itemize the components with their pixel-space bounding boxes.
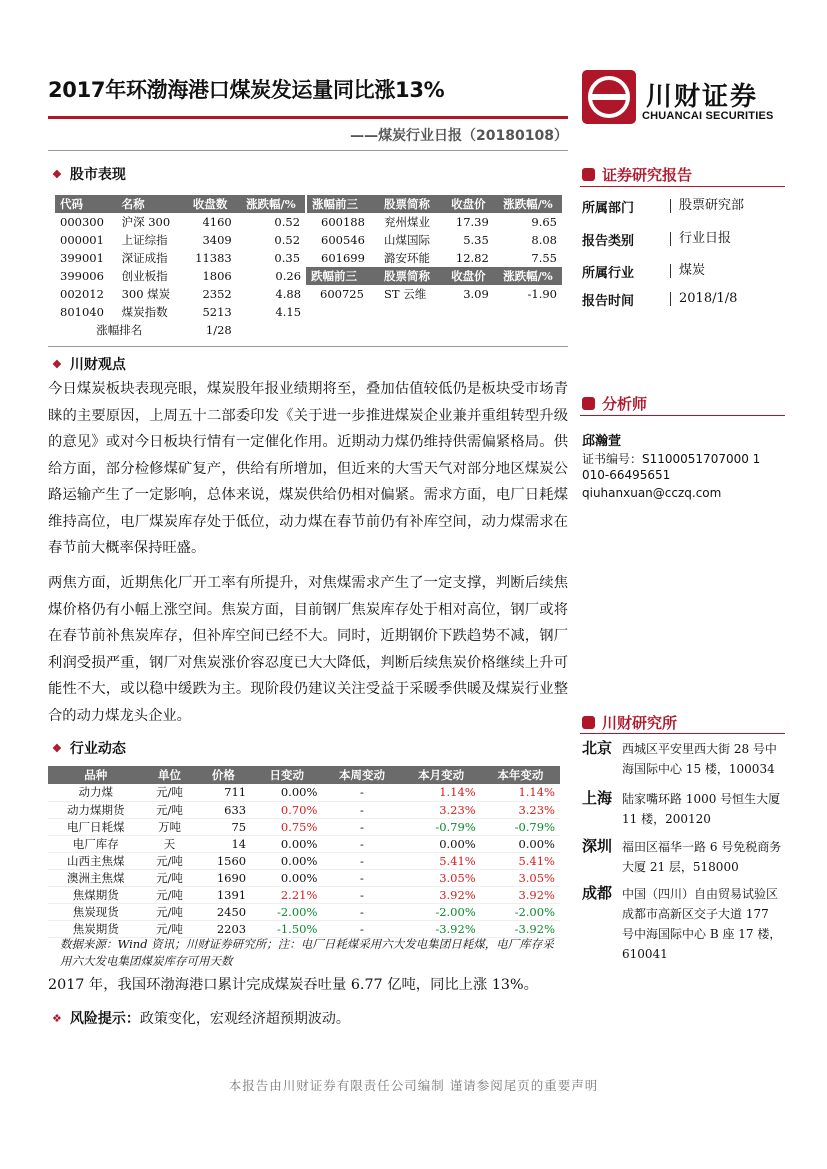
market-cell: 煤炭指数	[121, 305, 168, 319]
industry-cell: -	[322, 869, 401, 886]
industry-cell: 0.00%	[251, 835, 322, 852]
market-cell: 沪深 300	[121, 215, 171, 229]
table-row	[55, 303, 562, 321]
industry-cell: -2.00%	[481, 903, 560, 920]
diamond-bullet-icon: ❖	[52, 1011, 62, 1025]
industry-cell: 5.41%	[402, 852, 481, 869]
industry-cell: 动力煤期货	[48, 801, 143, 818]
table-row	[48, 801, 560, 818]
market-table-header	[55, 195, 562, 213]
diamond-bullet-icon: ❖	[52, 357, 62, 371]
market-cell: 4.15	[275, 305, 302, 319]
industry-cell: 3.92%	[402, 886, 481, 903]
market-cell	[379, 321, 443, 339]
market-cell: 1/28	[205, 323, 232, 337]
square-bullet-icon	[582, 168, 595, 181]
industry-cell: 元/吨	[143, 784, 195, 801]
info-value-department: 股票研究部	[670, 199, 744, 213]
office-address-beijing: 西城区平安里西大街 28 号中海国际中心 15 楼，100034	[622, 742, 777, 776]
market-cell: 山煤国际	[384, 233, 431, 247]
industry-table-grid	[48, 766, 560, 938]
market-cell: 399001	[60, 251, 104, 265]
office-city-chengdu: 成都	[582, 884, 613, 902]
table-row	[48, 852, 560, 869]
industry-section-heading: ❖ 行业动态	[52, 741, 126, 757]
industry-cell: 0.00%	[481, 835, 560, 852]
market-cell: 5213	[202, 305, 232, 319]
market-cell: -1.90	[527, 287, 557, 301]
office-city-shenzhen: 深圳	[582, 837, 613, 855]
square-bullet-icon	[582, 397, 595, 410]
table-row	[48, 835, 560, 852]
industry-cell: 0.00%	[251, 784, 322, 801]
info-value-date: 2018/1/8	[670, 292, 737, 306]
industry-cell: -1.50%	[251, 920, 322, 937]
market-cell: 12.82	[455, 251, 489, 265]
market-cell: 601699	[306, 249, 379, 267]
industry-header-cell: 单位	[143, 766, 195, 784]
industry-header-cell: 品种	[48, 766, 143, 784]
industry-header-cell: 日变动	[251, 766, 322, 784]
market-cell: 300 煤炭	[121, 287, 171, 301]
info-label-industry: 所属行业	[582, 266, 635, 281]
industry-cell: 2203	[196, 920, 252, 937]
institute-heading: 川财研究所	[582, 712, 677, 733]
view-section-heading: ❖ 川财观点	[52, 357, 126, 373]
market-cell: 11383	[195, 251, 232, 265]
industry-header-cell: 本年变动	[481, 766, 560, 784]
industry-cell: -	[322, 784, 401, 801]
market-cell: 7.55	[531, 251, 557, 265]
market-cell	[306, 303, 379, 321]
market-section-heading: ❖ 股市表现	[52, 167, 126, 183]
industry-cell: 元/吨	[143, 852, 195, 869]
summary-sentence: 2017 年，我国环渤海港口累计完成煤炭吞吐量 6.77 亿吨，同比上涨 13%。	[48, 977, 538, 993]
market-table-rule	[48, 346, 568, 347]
industry-cell: 3.05%	[481, 869, 560, 886]
info-label-category: 报告类别	[582, 234, 635, 249]
risk-notice: ❖ 风险提示： 政策变化，宏观经济超预期波动。	[52, 1011, 350, 1027]
industry-cell: 0.00%	[251, 852, 322, 869]
industry-cell: 焦煤期货	[48, 886, 143, 903]
industry-cell: -	[322, 852, 401, 869]
industry-cell: -	[322, 920, 401, 937]
analyst-heading: 分析师	[582, 393, 647, 414]
industry-cell: 5.41%	[481, 852, 560, 869]
market-cell: 深证成指	[121, 251, 168, 265]
info-label-department: 所属部门	[582, 201, 635, 216]
table-row	[48, 869, 560, 886]
industry-cell: 动力煤	[48, 784, 143, 801]
industry-cell: -3.92%	[481, 920, 560, 937]
market-subheader-cell: 跌幅前三	[306, 267, 379, 285]
table-row	[48, 818, 560, 835]
company-logo-english: CHUANCAI SECURITIES	[642, 110, 774, 122]
market-cell: 0.52	[274, 215, 301, 229]
industry-cell: 元/吨	[143, 886, 195, 903]
market-cell	[494, 321, 562, 339]
market-cell: 600725	[320, 287, 364, 301]
industry-cell: 元/吨	[143, 920, 195, 937]
market-cell: 600188	[306, 213, 379, 231]
market-header-cell: 涨跌幅/%	[494, 195, 562, 213]
industry-cell: 2450	[196, 903, 252, 920]
info-value-category: 行业日报	[670, 232, 731, 246]
market-header-cell: 股票简称	[379, 195, 443, 213]
table-row	[55, 213, 562, 231]
industry-header-cell: 价格	[196, 766, 252, 784]
report-heading: 证券研究报告	[582, 164, 692, 185]
institute-heading-rule	[580, 733, 785, 734]
market-table	[55, 195, 562, 339]
industry-cell: 3.23%	[481, 801, 560, 818]
market-cell: 创业板指	[121, 269, 168, 283]
market-cell: 8.08	[531, 233, 557, 247]
analyst-phone: 010-66495651	[582, 468, 671, 482]
office-address-shanghai: 陆家嘴环路 1000 号恒生大厦 11 楼，200120	[622, 792, 781, 826]
market-cell: ST 云维	[384, 287, 427, 301]
market-cell: 9.65	[531, 215, 557, 229]
industry-header-cell: 本月变动	[402, 766, 481, 784]
industry-cell: 711	[196, 784, 252, 801]
industry-cell: 元/吨	[143, 801, 195, 818]
market-cell: 801040	[60, 305, 104, 319]
market-cell: 2352	[202, 287, 232, 301]
company-logo-icon	[582, 70, 636, 124]
table-row	[55, 231, 562, 249]
view-paragraph-1: 今日煤炭板块表现亮眼，煤炭股年报业绩期将至，叠加估值较低仍是板块受市场青睐的主要原因，上周五十二部委印发《关于进一步推进煤炭企业兼并重组转型升级的意见》或对今日板块行情有一定催化作用。近期动力煤仍维持供需偏紧格局。供给方面，部分检修煤矿复产，供给有所增加，但近来的大雪天气对部分地区煤炭公路运输产生了一定影响，总体来说，煤炭供给仍相对偏紧。需求方面，电厂日耗煤维持高位，电厂煤炭库存处于低位，动力煤在春节前仍有补库空间，动力煤需求在春节前大概率保持旺盛。	[48, 381, 568, 556]
page-footer: 本报告由川财证券有限责任公司编制 谨请参阅尾页的重要声明	[228, 1078, 599, 1093]
office-address-chengdu: 中国（四川）自由贸易试验区成都市高新区交子大道 177 号中海国际中心 B 座 17 楼，610041	[622, 887, 782, 961]
table-row	[48, 903, 560, 920]
industry-cell: -	[322, 818, 401, 835]
market-header-cell: 涨跌幅/%	[237, 195, 306, 213]
office-city-shanghai: 上海	[582, 789, 613, 807]
industry-cell: -2.00%	[251, 903, 322, 920]
market-cell	[443, 303, 494, 321]
market-header-cell: 涨幅前三	[306, 195, 379, 213]
info-label-date: 报告时间	[582, 294, 635, 309]
table-row	[48, 784, 560, 801]
industry-cell: 元/吨	[143, 869, 195, 886]
analyst-cert: 证书编号：S1100051707000 1	[582, 452, 761, 466]
industry-cell: 14	[196, 835, 252, 852]
industry-cell: 万吨	[143, 818, 195, 835]
market-cell	[306, 321, 379, 339]
industry-cell: -0.79%	[402, 818, 481, 835]
industry-table	[48, 766, 560, 938]
square-bullet-icon	[582, 716, 595, 729]
industry-cell: 633	[196, 801, 252, 818]
industry-cell: 元/吨	[143, 903, 195, 920]
market-header-cell: 收盘价	[443, 195, 494, 213]
page-title: 2017年环渤海港口煤炭发运量同比涨13%	[48, 78, 445, 102]
market-subheader-cell: 股票简称	[379, 267, 443, 285]
view-paragraph-2: 两焦方面，近期焦化厂开工率有所提升，对焦煤需求产生了一定支撑，判断后续焦煤价格仍有小幅上涨空间。焦炭方面，目前钢厂焦炭库存处于相对高位，钢厂或将在春节前补焦炭库存，但补库空间已经不大。同时，近期钢价下跌趋势不减，钢厂利润受损严重，钢厂对焦炭涨价容忍度已大大降低，判断后续焦炭价格继续上升可能性不大，或以稳中缓跌为主。现阶段仍建议关注受益于采暖季供暖及煤炭行业整合的动力煤龙头企业。	[48, 575, 568, 724]
market-cell: 0.52	[274, 233, 301, 247]
market-cell: 0.26	[275, 269, 302, 283]
market-cell: 17.39	[455, 215, 489, 229]
industry-cell: -	[322, 886, 401, 903]
market-cell	[494, 303, 562, 321]
market-cell: 潞安环能	[384, 251, 431, 265]
industry-table-header	[48, 766, 560, 784]
industry-cell: -	[322, 801, 401, 818]
market-cell: 1806	[202, 269, 232, 283]
industry-cell: 75	[196, 818, 252, 835]
table-row	[48, 920, 560, 937]
analyst-email[interactable]: qiuhanxuan@cczq.com	[582, 486, 722, 500]
title-rule	[48, 116, 568, 119]
industry-cell: 山西主焦煤	[48, 852, 143, 869]
market-cell: 3409	[202, 233, 232, 247]
industry-cell: 焦炭期货	[48, 920, 143, 937]
market-cell	[237, 321, 306, 339]
industry-cell: -2.00%	[402, 903, 481, 920]
market-cell: 上证综指	[121, 233, 168, 247]
data-source-note: 数据来源：Wind 资讯；川财证券研究所；注：电厂日耗煤采用六大发电集团日耗煤，电厂库存采用六大发电集团煤炭库存可用天数	[60, 937, 554, 968]
diamond-bullet-icon: ❖	[52, 741, 62, 755]
market-cell: 399006	[60, 269, 104, 283]
info-value-industry: 煤炭	[670, 264, 705, 278]
market-header-cell: 代码	[55, 195, 117, 213]
industry-cell: 1391	[196, 886, 252, 903]
market-cell	[379, 303, 443, 321]
industry-cell: 1690	[196, 869, 252, 886]
table-row	[55, 249, 562, 267]
industry-cell: 天	[143, 835, 195, 852]
table-row	[48, 886, 560, 903]
industry-cell: -	[322, 903, 401, 920]
industry-cell: 2.21%	[251, 886, 322, 903]
industry-cell: 1560	[196, 852, 252, 869]
analyst-heading-rule	[580, 415, 785, 416]
analyst-name: 邱瀚萱	[582, 434, 622, 449]
office-address-shenzhen: 福田区福华一路 6 号免税商务大厦 21 层，518000	[622, 840, 782, 874]
industry-cell: -3.92%	[402, 920, 481, 937]
industry-cell: 焦炭现货	[48, 903, 143, 920]
market-cell: 002012	[60, 287, 104, 301]
industry-cell: -0.79%	[481, 818, 560, 835]
market-cell: 000001	[60, 233, 104, 247]
market-table-grid	[55, 195, 562, 339]
market-cell: 0.35	[274, 251, 301, 265]
industry-header-cell: 本周变动	[322, 766, 401, 784]
market-cell	[443, 321, 494, 339]
market-cell: 5.35	[463, 233, 489, 247]
table-row	[55, 321, 562, 339]
market-cell: 000300	[60, 215, 104, 229]
table-row	[55, 267, 562, 285]
industry-cell: 1.14%	[402, 784, 481, 801]
market-subheader-cell: 涨跌幅/%	[494, 267, 562, 285]
page-subtitle: ——煤炭行业日报（20180108）	[350, 128, 568, 144]
market-subheader-cell: 收盘价	[443, 267, 494, 285]
industry-cell: 0.70%	[251, 801, 322, 818]
diamond-bullet-icon: ❖	[52, 167, 62, 181]
subtitle-rule	[48, 150, 568, 151]
industry-cell: 0.00%	[251, 869, 322, 886]
market-cell: 4160	[202, 215, 232, 229]
industry-cell: -	[322, 835, 401, 852]
industry-cell: 0.00%	[402, 835, 481, 852]
market-header-cell: 名称	[117, 195, 184, 213]
office-city-beijing: 北京	[582, 739, 613, 757]
company-logo-text: 川财证券	[646, 82, 759, 112]
industry-cell: 3.92%	[481, 886, 560, 903]
industry-cell: 1.14%	[481, 784, 560, 801]
industry-cell: 澳洲主焦煤	[48, 869, 143, 886]
report-heading-rule	[580, 186, 785, 187]
industry-cell: 3.23%	[402, 801, 481, 818]
industry-cell: 电厂日耗煤	[48, 818, 143, 835]
market-cell: 兖州煤业	[384, 215, 431, 229]
market-header-cell: 收盘数	[184, 195, 237, 213]
market-cell: 4.88	[275, 287, 302, 301]
industry-cell: 0.75%	[251, 818, 322, 835]
industry-cell: 电厂库存	[48, 835, 143, 852]
market-cell: 涨幅排名	[96, 323, 143, 337]
market-cell: 600546	[306, 231, 379, 249]
table-row	[55, 285, 562, 303]
industry-cell: 3.05%	[402, 869, 481, 886]
market-cell: 3.09	[463, 287, 489, 301]
